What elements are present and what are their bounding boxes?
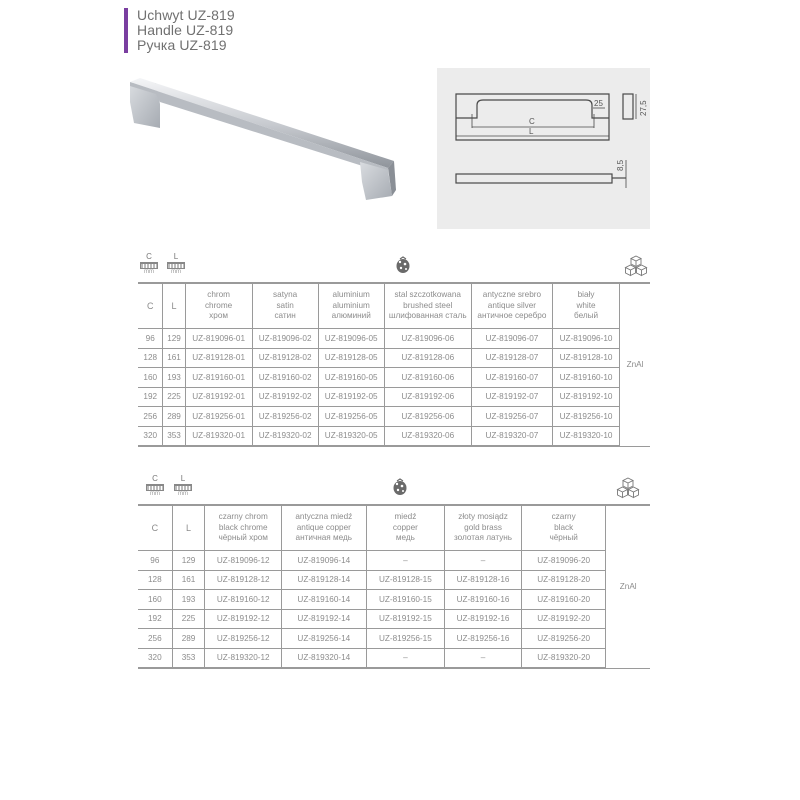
title-polish: Uchwyt UZ-819 — [137, 7, 235, 23]
cell-code: UZ-819192-16 — [445, 609, 522, 629]
cell-code: UZ-819192-12 — [205, 609, 282, 629]
cell-code: UZ-819256-14 — [282, 629, 367, 649]
cell-code: UZ-819128-01 — [185, 348, 252, 368]
cell-code: UZ-819128-10 — [553, 348, 620, 368]
cell-code: UZ-819128-20 — [521, 570, 605, 590]
cell-code: UZ-819256-16 — [445, 629, 522, 649]
table-row — [138, 407, 650, 427]
cell-c: 128 — [138, 348, 163, 368]
cell-code: UZ-819192-05 — [318, 387, 384, 407]
header-finish-antique-silver: antyczne srebro antique silver античное серебро — [471, 283, 552, 329]
table-header-row — [138, 283, 650, 329]
header-c: C — [138, 505, 172, 551]
product-title — [124, 8, 235, 53]
finish-swatch-icon — [392, 478, 408, 496]
spec-table-1-section — [138, 252, 650, 447]
cell-l: 193 — [163, 368, 185, 388]
cell-code: UZ-819320-01 — [185, 426, 252, 446]
cell-code: UZ-819256-06 — [384, 407, 471, 427]
header-finish-antique-copper: antyczna miedź antique copper античная медь — [282, 505, 367, 551]
cell-code: UZ-819096-01 — [185, 329, 252, 349]
table-row — [138, 348, 650, 368]
cell-code: UZ-819192-07 — [471, 387, 552, 407]
cell-code: UZ-819320-10 — [553, 426, 620, 446]
cell-code: UZ-819320-05 — [318, 426, 384, 446]
cell-code: UZ-819096-07 — [471, 329, 552, 349]
table-row — [138, 648, 650, 668]
cell-code: UZ-819320-07 — [471, 426, 552, 446]
cell-code: UZ-819192-06 — [384, 387, 471, 407]
cell-code: UZ-819128-15 — [366, 570, 445, 590]
cell-code: UZ-819256-07 — [471, 407, 552, 427]
cell-code: UZ-819096-06 — [384, 329, 471, 349]
cell-l: 161 — [172, 570, 205, 590]
dimension-c-icon: C mm — [144, 474, 166, 502]
technical-drawing — [437, 68, 650, 229]
cell-code: UZ-819128-12 — [205, 570, 282, 590]
table-row — [138, 570, 650, 590]
header-finish-brushed-steel: stal szczotkowana brushed steel шлифованная сталь — [384, 283, 471, 329]
table-1-icons — [138, 252, 648, 282]
material-cell: ZnAl — [606, 505, 650, 668]
table-row — [138, 590, 650, 610]
spec-table-2-section — [138, 474, 650, 669]
cell-code: UZ-819192-14 — [282, 609, 367, 629]
cell-code: UZ-819160-06 — [384, 368, 471, 388]
cell-code: UZ-819320-20 — [521, 648, 605, 668]
dimension-l-icon: L mm — [172, 474, 194, 502]
cell-c: 160 — [138, 590, 172, 610]
cell-code: UZ-819160-15 — [366, 590, 445, 610]
cell-c: 192 — [138, 387, 163, 407]
header-l: L — [163, 283, 185, 329]
dimension-l-icon: L mm — [165, 252, 187, 280]
label-width: 25 — [594, 99, 603, 108]
label-height: 27,5 — [639, 100, 648, 116]
cell-code: UZ-819160-16 — [445, 590, 522, 610]
cell-l: 353 — [163, 426, 185, 446]
cell-code: UZ-819160-14 — [282, 590, 367, 610]
header-finish-chrome: chrom chrome хром — [185, 283, 252, 329]
cell-c: 320 — [138, 648, 172, 668]
cell-code: UZ-819128-16 — [445, 570, 522, 590]
cell-code: UZ-819192-10 — [553, 387, 620, 407]
table-row — [138, 426, 650, 446]
cell-code: UZ-819256-02 — [252, 407, 318, 427]
cell-l: 193 — [172, 590, 205, 610]
cell-code: UZ-819160-01 — [185, 368, 252, 388]
title-english: Handle UZ-819 — [137, 22, 234, 38]
material-cubes-icon — [616, 476, 640, 500]
cell-c: 96 — [138, 329, 163, 349]
handle-photo — [130, 78, 400, 203]
cell-code: UZ-819192-15 — [366, 609, 445, 629]
header-finish-black-chrome: czarny chrom black chrome чёрный хром — [205, 505, 282, 551]
header-finish-gold-brass: złoty mosiądz gold brass золотая латунь — [445, 505, 522, 551]
cell-c: 160 — [138, 368, 163, 388]
cell-code: UZ-819256-20 — [521, 629, 605, 649]
table-row — [138, 609, 650, 629]
cell-code: UZ-819096-14 — [282, 551, 367, 571]
cell-code: UZ-819256-12 — [205, 629, 282, 649]
spec-table-1 — [138, 282, 650, 447]
cell-code: UZ-819192-20 — [521, 609, 605, 629]
material-cell: ZnAl — [620, 283, 651, 446]
table-row — [138, 387, 650, 407]
cell-code: UZ-819128-14 — [282, 570, 367, 590]
cell-code: UZ-819160-05 — [318, 368, 384, 388]
finish-swatch-icon — [395, 256, 411, 274]
cell-code: – — [445, 648, 522, 668]
cell-c: 256 — [138, 629, 172, 649]
cell-code: UZ-819256-15 — [366, 629, 445, 649]
cell-code: UZ-819128-06 — [384, 348, 471, 368]
table-row — [138, 629, 650, 649]
cell-code: – — [445, 551, 522, 571]
title-russian: Ручка UZ-819 — [137, 37, 227, 53]
cell-code: – — [366, 551, 445, 571]
header-c: C — [138, 283, 163, 329]
cell-code: UZ-819096-05 — [318, 329, 384, 349]
cell-l: 129 — [172, 551, 205, 571]
header-l: L — [172, 505, 205, 551]
material-cubes-icon — [624, 254, 648, 278]
spec-table-2 — [138, 504, 650, 669]
cell-code: UZ-819160-07 — [471, 368, 552, 388]
cell-code: UZ-819096-20 — [521, 551, 605, 571]
cell-l: 161 — [163, 348, 185, 368]
table-2-icons — [138, 474, 648, 504]
cell-code: UZ-819096-10 — [553, 329, 620, 349]
table-header-row — [138, 505, 650, 551]
cell-l: 225 — [172, 609, 205, 629]
cell-c: 96 — [138, 551, 172, 571]
cell-code: UZ-819256-01 — [185, 407, 252, 427]
cell-c: 192 — [138, 609, 172, 629]
table-row — [138, 368, 650, 388]
cell-code: UZ-819320-02 — [252, 426, 318, 446]
header-finish-aluminium: aluminium aluminium алюминий — [318, 283, 384, 329]
cell-code: UZ-819320-14 — [282, 648, 367, 668]
cell-code: UZ-819192-02 — [252, 387, 318, 407]
cell-l: 129 — [163, 329, 185, 349]
cell-code: UZ-819256-10 — [553, 407, 620, 427]
cell-l: 225 — [163, 387, 185, 407]
cell-code: UZ-819192-01 — [185, 387, 252, 407]
header-finish-satin: satyna satin сатин — [252, 283, 318, 329]
label-c: C — [529, 117, 535, 126]
cell-c: 320 — [138, 426, 163, 446]
table-row — [138, 329, 650, 349]
cell-code: UZ-819160-12 — [205, 590, 282, 610]
cell-l: 289 — [163, 407, 185, 427]
cell-code: UZ-819128-07 — [471, 348, 552, 368]
cell-code: UZ-819160-20 — [521, 590, 605, 610]
cell-c: 128 — [138, 570, 172, 590]
cell-code: UZ-819096-02 — [252, 329, 318, 349]
header-finish-white: biały white белый — [553, 283, 620, 329]
label-l: L — [529, 127, 534, 136]
cell-code: – — [366, 648, 445, 668]
cell-code: UZ-819128-05 — [318, 348, 384, 368]
header-finish-copper: miedź copper медь — [366, 505, 445, 551]
cell-code: UZ-819160-10 — [553, 368, 620, 388]
cell-code: UZ-819320-12 — [205, 648, 282, 668]
table-row — [138, 551, 650, 571]
cell-c: 256 — [138, 407, 163, 427]
cell-code: UZ-819096-12 — [205, 551, 282, 571]
dimension-c-icon: C mm — [138, 252, 160, 280]
cell-code: UZ-819160-02 — [252, 368, 318, 388]
header-finish-black: czarny black чёрный — [521, 505, 605, 551]
label-depth: 8,5 — [616, 159, 625, 171]
cell-code: UZ-819256-05 — [318, 407, 384, 427]
cell-l: 289 — [172, 629, 205, 649]
cell-l: 353 — [172, 648, 205, 668]
cell-code: UZ-819128-02 — [252, 348, 318, 368]
cell-code: UZ-819320-06 — [384, 426, 471, 446]
